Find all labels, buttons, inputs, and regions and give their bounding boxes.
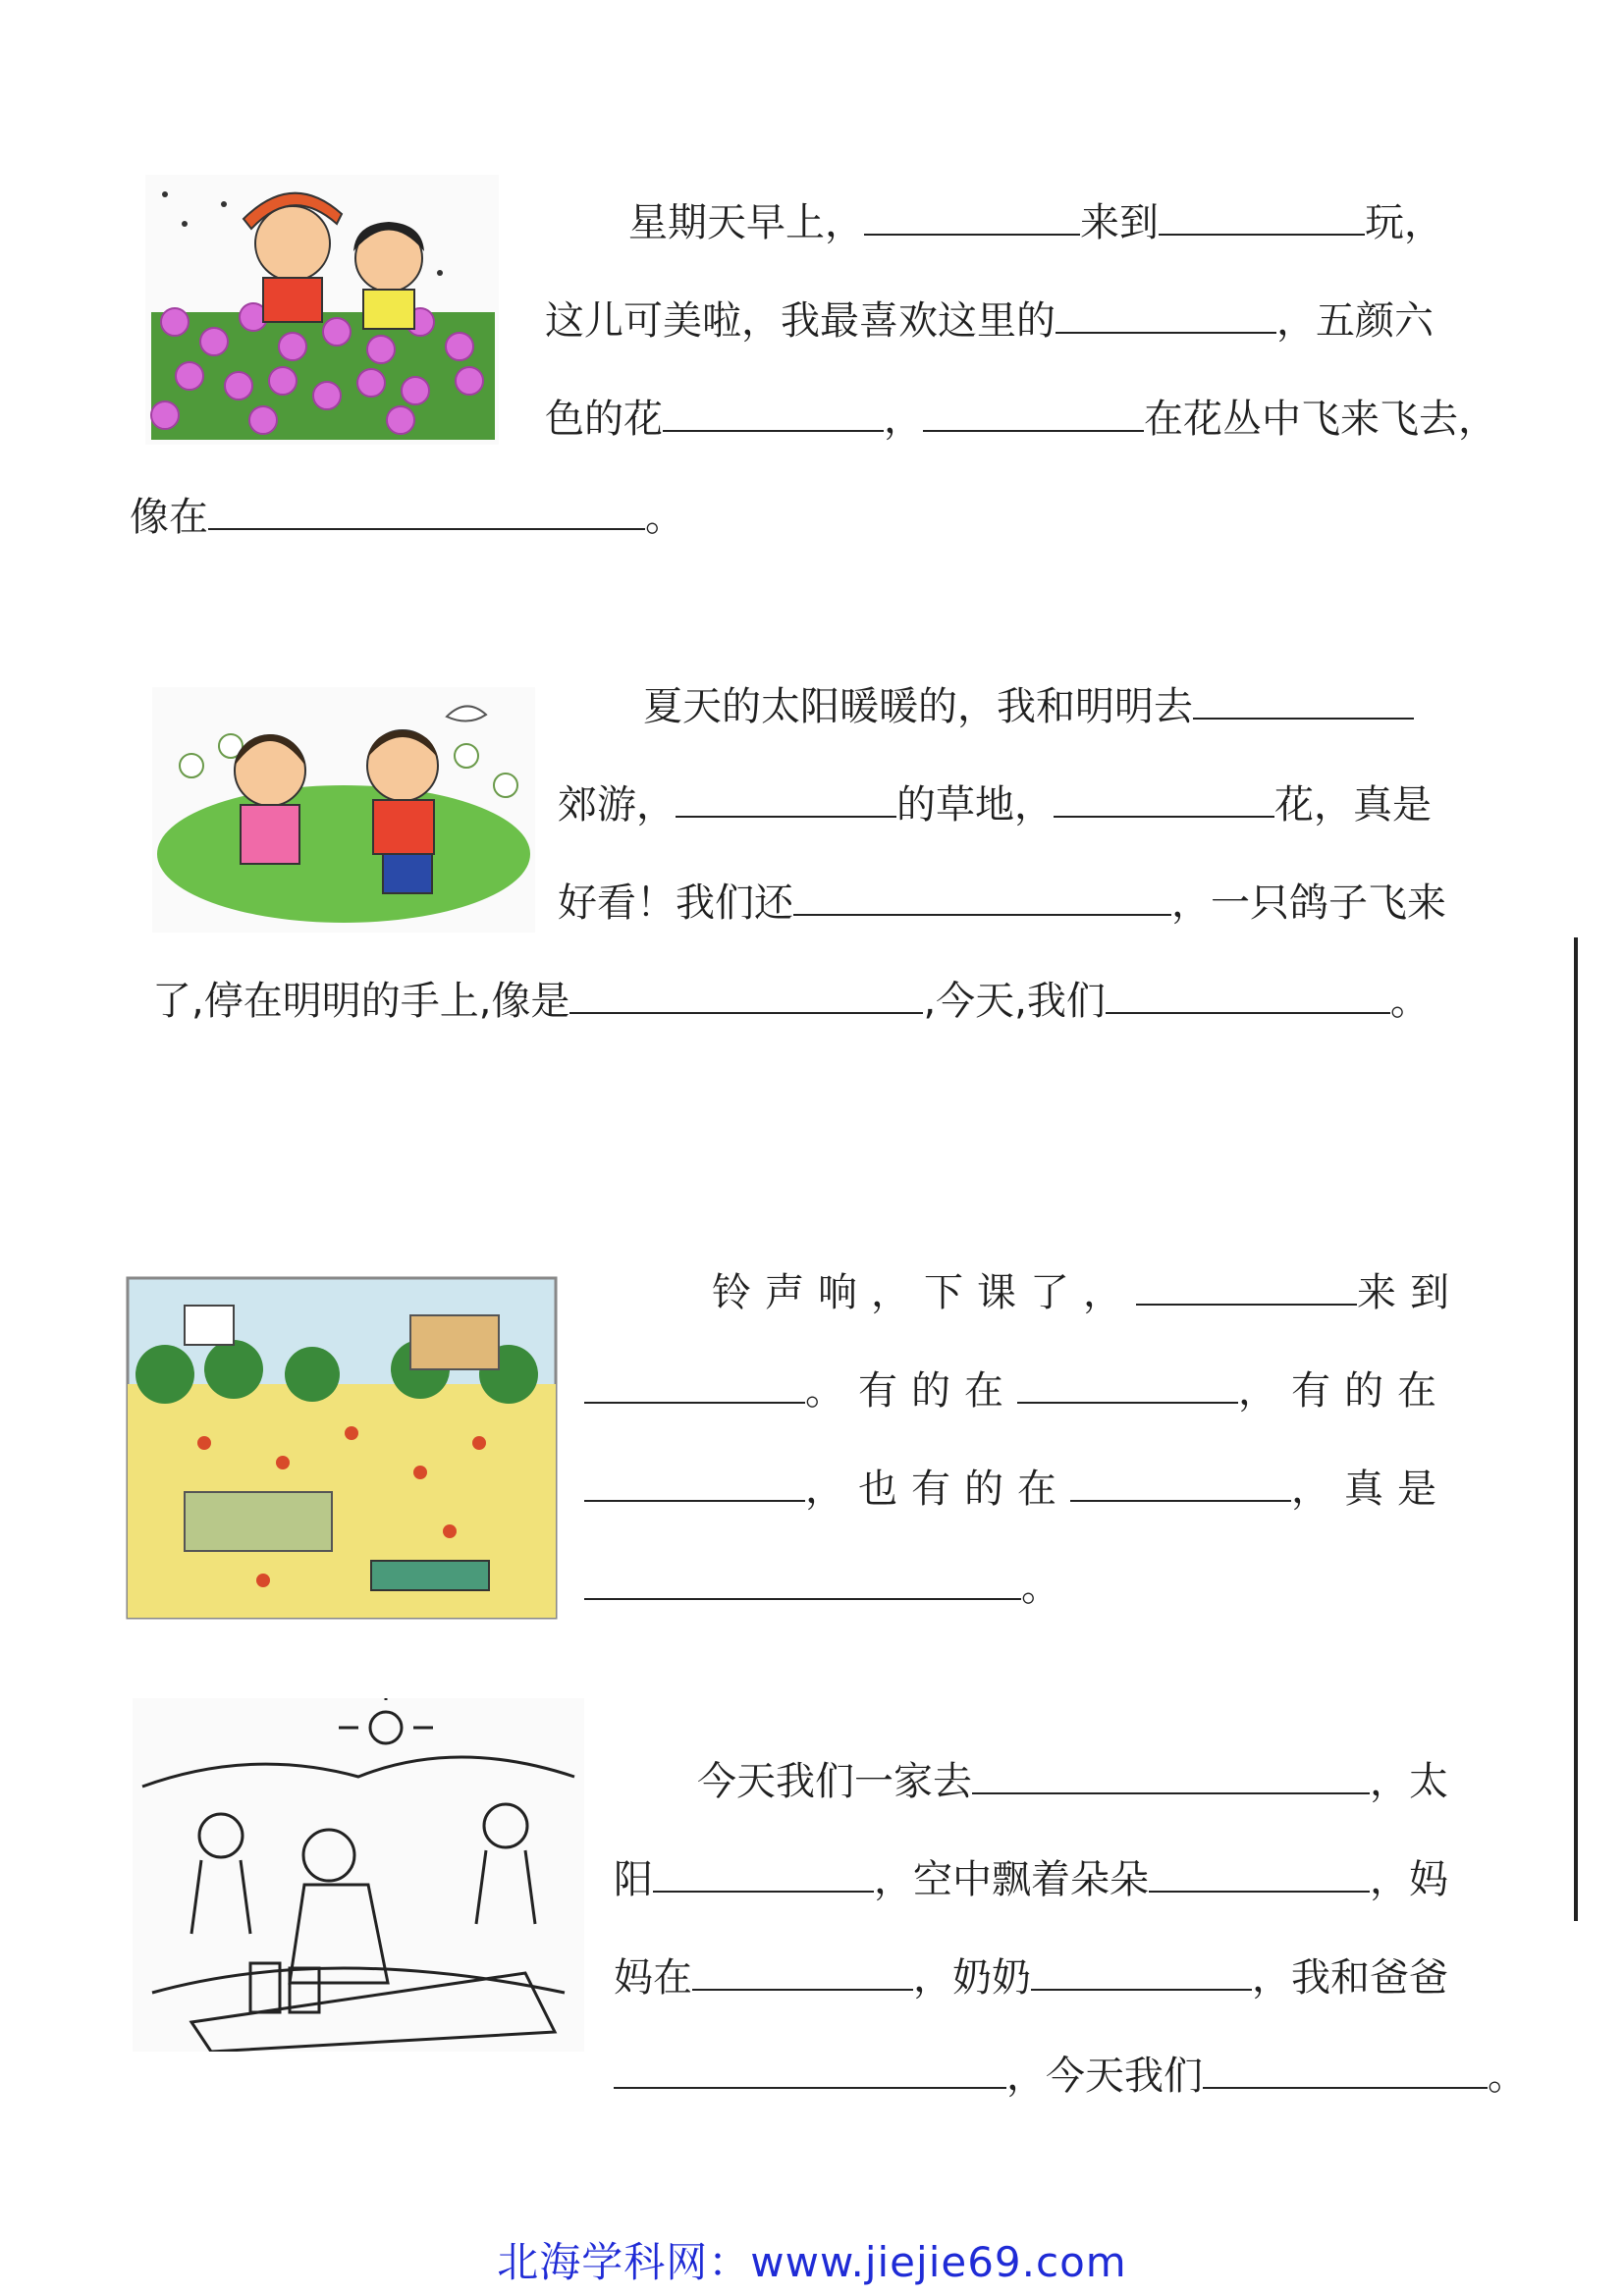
sentence-fragment: ，有的在 bbox=[1238, 1368, 1450, 1414]
sentence-fragment: ，真是 bbox=[1291, 1467, 1450, 1512]
sentence-fragment: 阳 bbox=[614, 1857, 653, 1902]
fill-in-blank[interactable] bbox=[1106, 975, 1390, 1014]
sentence-fragment: 了,停在明明的手上,像是 bbox=[152, 979, 570, 1024]
exercise-line bbox=[628, 196, 1443, 245]
fill-in-blank[interactable] bbox=[569, 975, 923, 1014]
sentence-fragment: ，我和爸爸 bbox=[1252, 1955, 1448, 2001]
playground-illustration bbox=[126, 1276, 558, 1620]
sentence-fragment: 这儿可美啦，我最喜欢这里的 bbox=[545, 298, 1056, 344]
sentence-fragment: 。 bbox=[1021, 1565, 1074, 1610]
fill-in-blank[interactable] bbox=[1149, 1853, 1370, 1893]
sentence-fragment: 妈在 bbox=[614, 1955, 692, 2001]
exercise-line bbox=[545, 294, 1434, 344]
sentence-fragment: ，妈 bbox=[1370, 1857, 1448, 1902]
fill-in-blank[interactable] bbox=[1159, 196, 1365, 236]
sentence-fragment: 今天我们一家去 bbox=[697, 1759, 972, 1804]
fill-in-blank[interactable] bbox=[864, 196, 1080, 236]
sentence-fragment: 在花丛中飞来飞去， bbox=[1144, 397, 1497, 442]
fill-in-blank[interactable] bbox=[1054, 778, 1274, 818]
sentence-fragment: 夏天的太阳暖暖的，我和明明去 bbox=[643, 684, 1193, 729]
sentence-fragment: 来到 bbox=[1357, 1270, 1463, 1315]
exercise-line bbox=[697, 1755, 1448, 1804]
margin-rule bbox=[1574, 937, 1578, 1921]
fill-in-blank[interactable] bbox=[793, 877, 1171, 916]
fill-in-blank[interactable] bbox=[653, 1853, 874, 1893]
fill-in-blank[interactable] bbox=[208, 491, 645, 530]
exercise-line bbox=[152, 975, 1430, 1024]
fill-in-blank[interactable] bbox=[923, 393, 1144, 432]
children-flowers-illustration bbox=[145, 175, 499, 445]
sentence-fragment: 玩， bbox=[1365, 200, 1443, 245]
fill-in-blank[interactable] bbox=[584, 1561, 1021, 1600]
exercise-line bbox=[558, 778, 1432, 828]
exercise-line bbox=[584, 1463, 1450, 1512]
fill-in-blank[interactable] bbox=[1203, 2050, 1488, 2089]
sentence-fragment: 的草地， bbox=[896, 782, 1054, 828]
fill-in-blank[interactable] bbox=[584, 1364, 805, 1404]
footer-watermark: 北海学科网：www.jiejie69.com bbox=[497, 2238, 1127, 2286]
exercise-line bbox=[614, 1951, 1448, 2001]
fill-in-blank[interactable] bbox=[692, 1951, 913, 1991]
sentence-fragment: 。 bbox=[1488, 2054, 1527, 2099]
sentence-fragment: 来到 bbox=[1080, 200, 1159, 245]
fill-in-blank[interactable] bbox=[972, 1755, 1370, 1794]
fill-in-blank[interactable] bbox=[1056, 294, 1276, 334]
sentence-fragment: ，今天我们 bbox=[1006, 2054, 1203, 2099]
fill-in-blank[interactable] bbox=[1136, 1266, 1357, 1306]
sentence-fragment: 花，真是 bbox=[1274, 782, 1432, 828]
exercise-line bbox=[584, 1561, 1074, 1610]
fill-in-blank[interactable] bbox=[1031, 1951, 1252, 1991]
sentence-fragment: ， bbox=[884, 397, 923, 442]
fill-in-blank[interactable] bbox=[584, 1463, 805, 1502]
children-pigeon-illustration bbox=[152, 687, 535, 933]
sentence-fragment: 。有的在 bbox=[805, 1368, 1017, 1414]
exercise-line bbox=[643, 680, 1414, 729]
exercise-line bbox=[558, 877, 1446, 926]
fill-in-blank[interactable] bbox=[1017, 1364, 1238, 1404]
fill-in-blank[interactable] bbox=[676, 778, 896, 818]
exercise-line bbox=[712, 1266, 1463, 1315]
sentence-fragment: ，奶奶 bbox=[913, 1955, 1031, 2001]
exercise-line bbox=[545, 393, 1497, 442]
sentence-fragment: 色的花 bbox=[545, 397, 663, 442]
sentence-fragment: 。 bbox=[645, 495, 684, 540]
exercise-line bbox=[130, 491, 684, 540]
sentence-fragment: ，五颜六 bbox=[1276, 298, 1434, 344]
fill-in-blank[interactable] bbox=[614, 2050, 1006, 2089]
fill-in-blank[interactable] bbox=[663, 393, 884, 432]
sentence-fragment: 好看！我们还 bbox=[558, 881, 793, 926]
sentence-fragment: ，空中飘着朵朵 bbox=[874, 1857, 1149, 1902]
fill-in-blank[interactable] bbox=[1193, 680, 1414, 720]
sentence-fragment: 星期天早上， bbox=[628, 200, 864, 245]
sentence-fragment: 像在 bbox=[130, 495, 208, 540]
exercise-line bbox=[614, 2050, 1527, 2099]
sentence-fragment: ，太 bbox=[1370, 1759, 1448, 1804]
sentence-fragment: 。 bbox=[1389, 979, 1430, 1024]
family-picnic-illustration bbox=[133, 1698, 584, 2052]
sentence-fragment: 郊游， bbox=[558, 782, 676, 828]
fill-in-blank[interactable] bbox=[1070, 1463, 1291, 1502]
sentence-fragment: ，一只鸽子飞来 bbox=[1171, 881, 1446, 926]
exercise-line bbox=[614, 1853, 1448, 1902]
sentence-fragment: ,今天,我们 bbox=[923, 979, 1106, 1024]
exercise-line bbox=[584, 1364, 1450, 1414]
sentence-fragment: ，也有的在 bbox=[805, 1467, 1070, 1512]
sentence-fragment: 铃声响，下课了， bbox=[712, 1270, 1136, 1315]
